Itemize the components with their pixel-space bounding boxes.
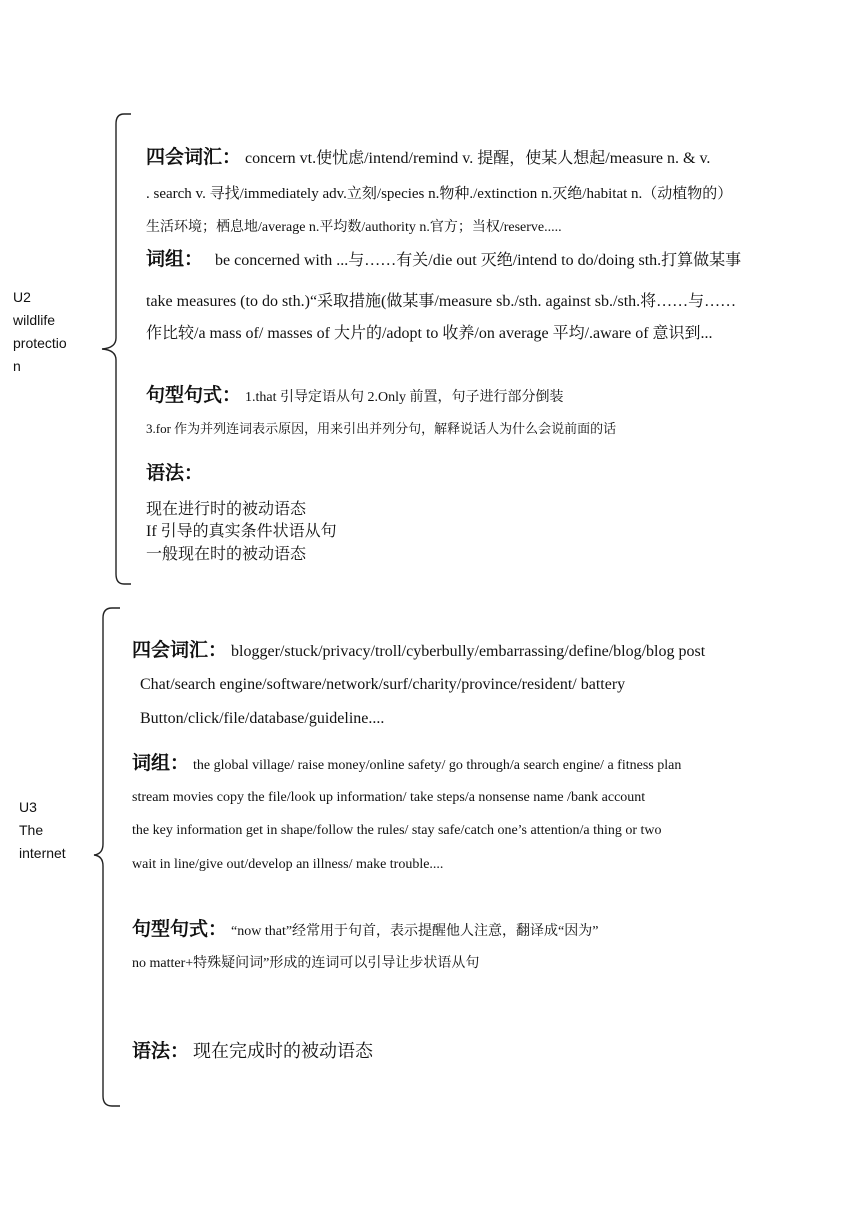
unit3-label-line: internet bbox=[19, 845, 66, 861]
unit3-sentences bbox=[132, 914, 598, 941]
unit3-label-line: The bbox=[19, 822, 44, 838]
unit2-grammar-line: 一般现在时的被动语态 bbox=[146, 546, 307, 563]
unit2-sentence-line: 3.for 作为并列连词表示原因，用来引出并列分句，解释说话人为什么会说前面的话 bbox=[146, 421, 617, 436]
unit2-vocab bbox=[146, 142, 710, 169]
unit3-vocab-line: blogger/stuck/privacy/troll/cyberbully/embarrassing/define/blog/blog post bbox=[231, 643, 706, 660]
unit3-sentence-line: “now that”经常用于句首，表示提醒他人注意，翻译成“因为” bbox=[231, 924, 599, 939]
unit3-label bbox=[19, 796, 89, 865]
unit3-grammar-text: 现在完成时的被动语态 bbox=[193, 1041, 374, 1061]
unit3-sentence-line: no matter+特殊疑问词”形成的连词可以引导让步状语从句 bbox=[132, 956, 480, 971]
unit3-phrase-line: stream movies copy the file/look up information/ take steps/a nonsense name /bank account bbox=[132, 790, 646, 805]
unit2-sentence-heading: 句型句式： bbox=[146, 385, 242, 406]
unit2-sentences bbox=[146, 380, 564, 407]
unit2-sentence-line: 1.that 引导定语从句 2.Only 前置，句子进行部分倒装 bbox=[245, 390, 564, 405]
unit3-vocab-line: Chat/search engine/software/network/surf/charity/province/resident/ battery bbox=[140, 676, 626, 693]
unit3-sentence-heading: 句型句式： bbox=[132, 919, 228, 940]
unit2-label-line: U2 bbox=[13, 289, 31, 305]
unit2-phrase-heading: 词组： bbox=[146, 249, 204, 270]
unit3-brace bbox=[90, 606, 126, 1108]
unit3-vocab bbox=[132, 635, 705, 662]
unit2-vocab-line: 生活环境；栖息地/average n.平均数/authority n.官方；当权/reserve..... bbox=[146, 220, 562, 235]
unit3-grammar-heading: 语法： bbox=[132, 1041, 190, 1062]
unit3-phrase-line: the global village/ raise money/online safety/ go through/a search engine/ a fitness plan bbox=[193, 758, 682, 773]
unit3-phrase-line: the key information get in shape/follow the rules/ stay safe/catch one’s attention/a thing or two bbox=[132, 823, 662, 838]
unit2-label bbox=[13, 286, 83, 378]
unit3-phrase-line: wait in line/give out/develop an illness/ make trouble.... bbox=[132, 857, 444, 872]
unit2-phrases bbox=[146, 244, 741, 271]
unit2-label-line: n bbox=[13, 358, 21, 374]
unit2-label-line: wildlife bbox=[13, 312, 56, 328]
unit3-phrase-heading: 词组： bbox=[132, 753, 190, 774]
unit3-vocab-line: Button/click/file/database/guideline.... bbox=[140, 710, 385, 727]
unit2-label-line: protectio bbox=[13, 335, 67, 351]
unit2-vocab-heading: 四会词汇： bbox=[146, 147, 242, 168]
unit3-grammar bbox=[132, 1036, 373, 1063]
unit3-phrases bbox=[132, 748, 681, 775]
unit2-vocab-line: . search v. 寻找/immediately adv.立刻/species n.物种./extinction n.灭绝/habitat n.（动植物的） bbox=[146, 186, 733, 202]
unit3-label-line: U3 bbox=[19, 799, 37, 815]
unit2-grammar-line: If 引导的真实条件状语从句 bbox=[146, 523, 337, 540]
unit2-vocab-line: concern vt.使忧虑/intend/remind v. 提醒，使某人想起/measure n. & v. bbox=[245, 150, 711, 167]
unit3-vocab-heading: 四会词汇： bbox=[132, 640, 228, 661]
unit2-phrase-line: be concerned with ...与……有关/die out 灭绝/intend to do/doing sth.打算做某事 bbox=[215, 252, 742, 269]
unit2-phrase-line: 作比较/a mass of/ masses of 大片的/adopt to 收养/on average 平均/.aware of 意识到... bbox=[146, 325, 713, 342]
unit2-grammar-heading: 语法： bbox=[146, 463, 204, 484]
unit2-phrase-line: take measures (to do sth.)“采取措施(做某事/measure sb./sth. against sb./sth.将……与…… bbox=[146, 293, 737, 310]
unit2-grammar-line: 现在进行时的被动语态 bbox=[146, 501, 307, 518]
unit2-brace bbox=[98, 112, 134, 586]
